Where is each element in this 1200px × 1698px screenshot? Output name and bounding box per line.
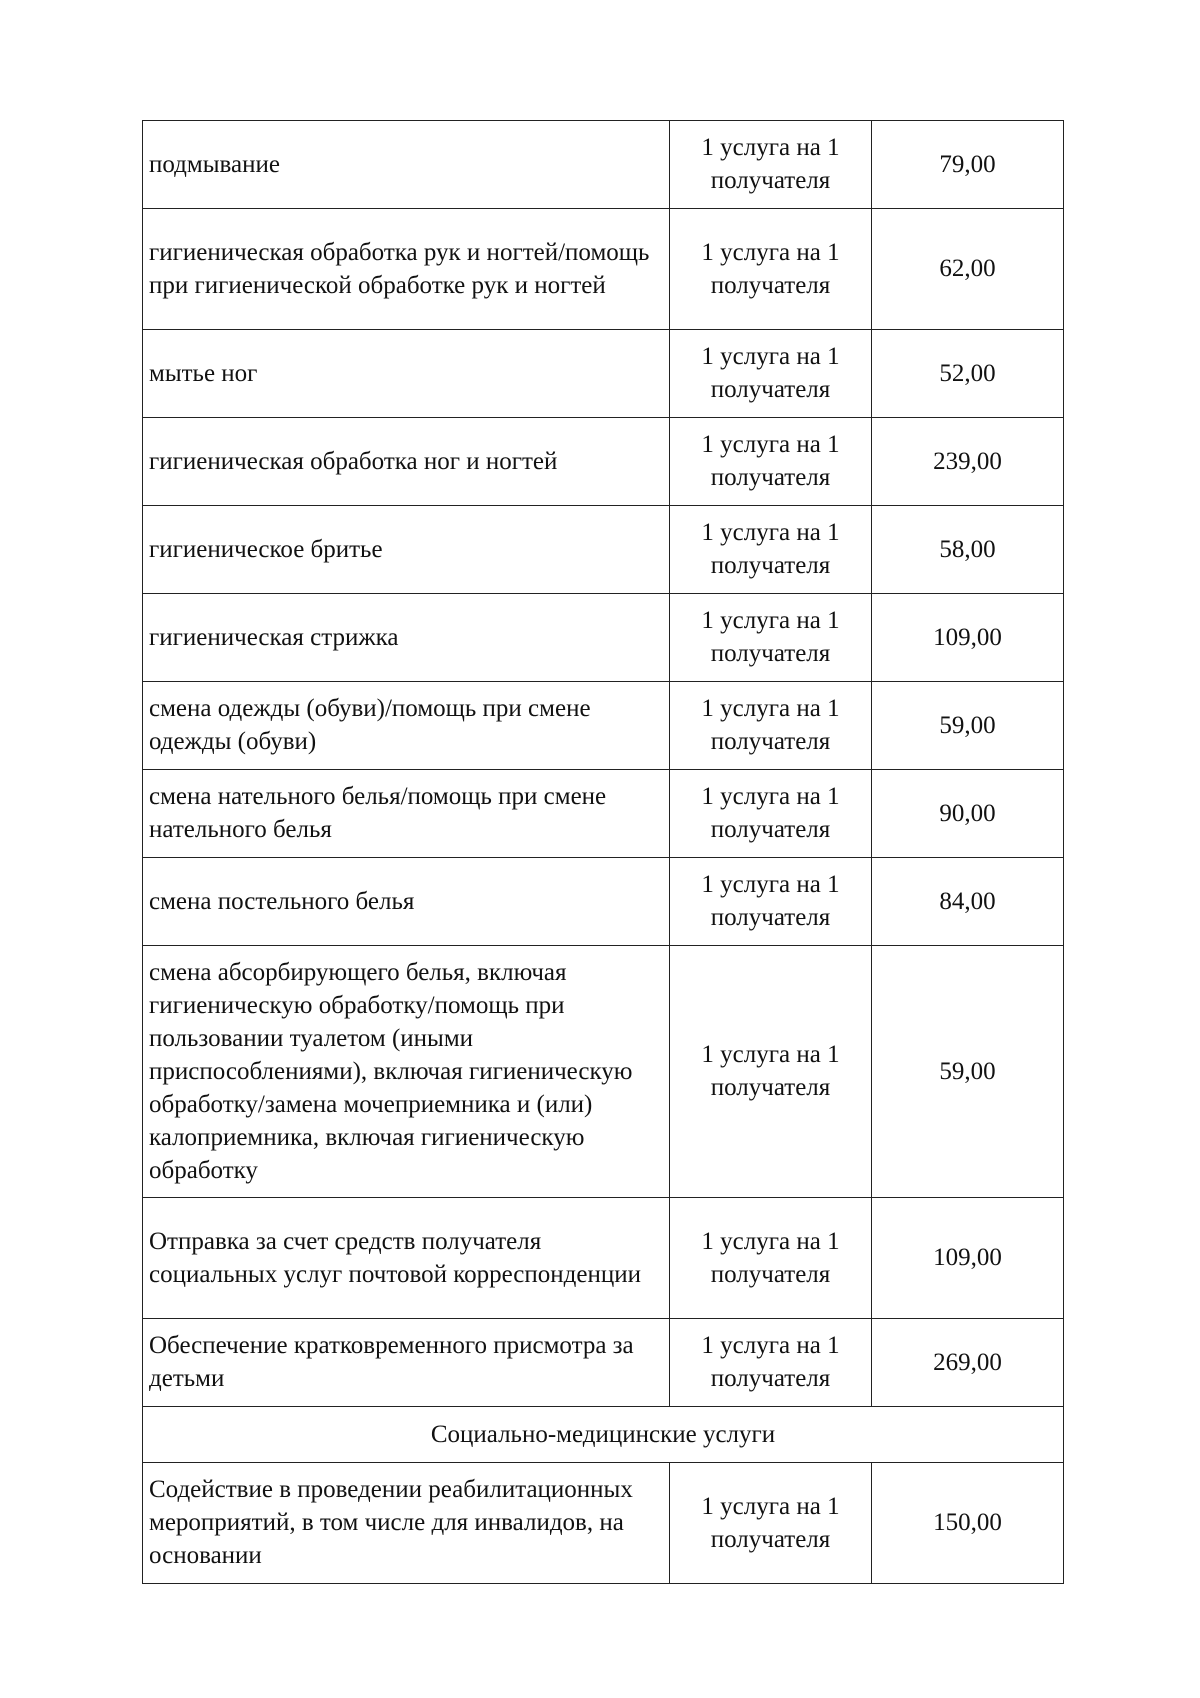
- service-name-cell: смена абсорбирующего белья, включая гигиеническую обработку/помощь при пользовании туалетом (иными приспособлениями), включая гигиеническую обработку/замена мочеприемника и (или) калоприемника, включая гигиеническую обработку: [143, 946, 670, 1198]
- service-name-cell: смена нательного белья/помощь при смене нательного белья: [143, 770, 670, 858]
- service-name-cell: гигиеническая стрижка: [143, 594, 670, 682]
- unit-cell: 1 услуга на 1 получателя: [670, 1319, 872, 1407]
- table-row: [143, 330, 1064, 418]
- section-header-row: [143, 1407, 1064, 1463]
- table-row: [143, 1319, 1064, 1407]
- unit-cell: 1 услуга на 1 получателя: [670, 770, 872, 858]
- service-name-cell: Содействие в проведении реабилитационных мероприятий, в том числе для инвалидов, на основании: [143, 1463, 670, 1584]
- price-cell: 62,00: [872, 209, 1064, 330]
- unit-cell: 1 услуга на 1 получателя: [670, 209, 872, 330]
- table-row: [143, 946, 1064, 1198]
- price-cell: 84,00: [872, 858, 1064, 946]
- table-row: [143, 418, 1064, 506]
- price-cell: 58,00: [872, 506, 1064, 594]
- section-title: Социально-медицинские услуги: [143, 1407, 1064, 1463]
- unit-cell: 1 услуга на 1 получателя: [670, 858, 872, 946]
- table-row: [143, 1463, 1064, 1584]
- price-cell: 79,00: [872, 121, 1064, 209]
- table-row: [143, 209, 1064, 330]
- service-name-cell: мытье ног: [143, 330, 670, 418]
- service-name-cell: смена постельного белья: [143, 858, 670, 946]
- price-cell: 109,00: [872, 594, 1064, 682]
- price-cell: 90,00: [872, 770, 1064, 858]
- price-cell: 52,00: [872, 330, 1064, 418]
- unit-cell: 1 услуга на 1 получателя: [670, 506, 872, 594]
- table-row: [143, 858, 1064, 946]
- service-name-cell: гигиеническая обработка ног и ногтей: [143, 418, 670, 506]
- unit-cell: 1 услуга на 1 получателя: [670, 682, 872, 770]
- price-cell: 269,00: [872, 1319, 1064, 1407]
- unit-cell: 1 услуга на 1 получателя: [670, 121, 872, 209]
- service-name-cell: Обеспечение кратковременного присмотра за детьми: [143, 1319, 670, 1407]
- price-cell: 59,00: [872, 682, 1064, 770]
- table-row: [143, 594, 1064, 682]
- unit-cell: 1 услуга на 1 получателя: [670, 594, 872, 682]
- price-cell: 59,00: [872, 946, 1064, 1198]
- unit-cell: 1 услуга на 1 получателя: [670, 330, 872, 418]
- services-price-table: [142, 120, 1064, 1584]
- table-row: [143, 1198, 1064, 1319]
- table-row: [143, 770, 1064, 858]
- table-row: [143, 506, 1064, 594]
- price-cell: 109,00: [872, 1198, 1064, 1319]
- unit-cell: 1 услуга на 1 получателя: [670, 1463, 872, 1584]
- unit-cell: 1 услуга на 1 получателя: [670, 1198, 872, 1319]
- table-row: [143, 682, 1064, 770]
- unit-cell: 1 услуга на 1 получателя: [670, 418, 872, 506]
- service-name-cell: Отправка за счет средств получателя социальных услуг почтовой корреспонденции: [143, 1198, 670, 1319]
- unit-cell: 1 услуга на 1 получателя: [670, 946, 872, 1198]
- price-cell: 239,00: [872, 418, 1064, 506]
- service-name-cell: гигиеническая обработка рук и ногтей/помощь при гигиенической обработке рук и ногтей: [143, 209, 670, 330]
- service-name-cell: подмывание: [143, 121, 670, 209]
- service-name-cell: гигиеническое бритье: [143, 506, 670, 594]
- table-row: [143, 121, 1064, 209]
- service-name-cell: смена одежды (обуви)/помощь при смене одежды (обуви): [143, 682, 670, 770]
- price-cell: 150,00: [872, 1463, 1064, 1584]
